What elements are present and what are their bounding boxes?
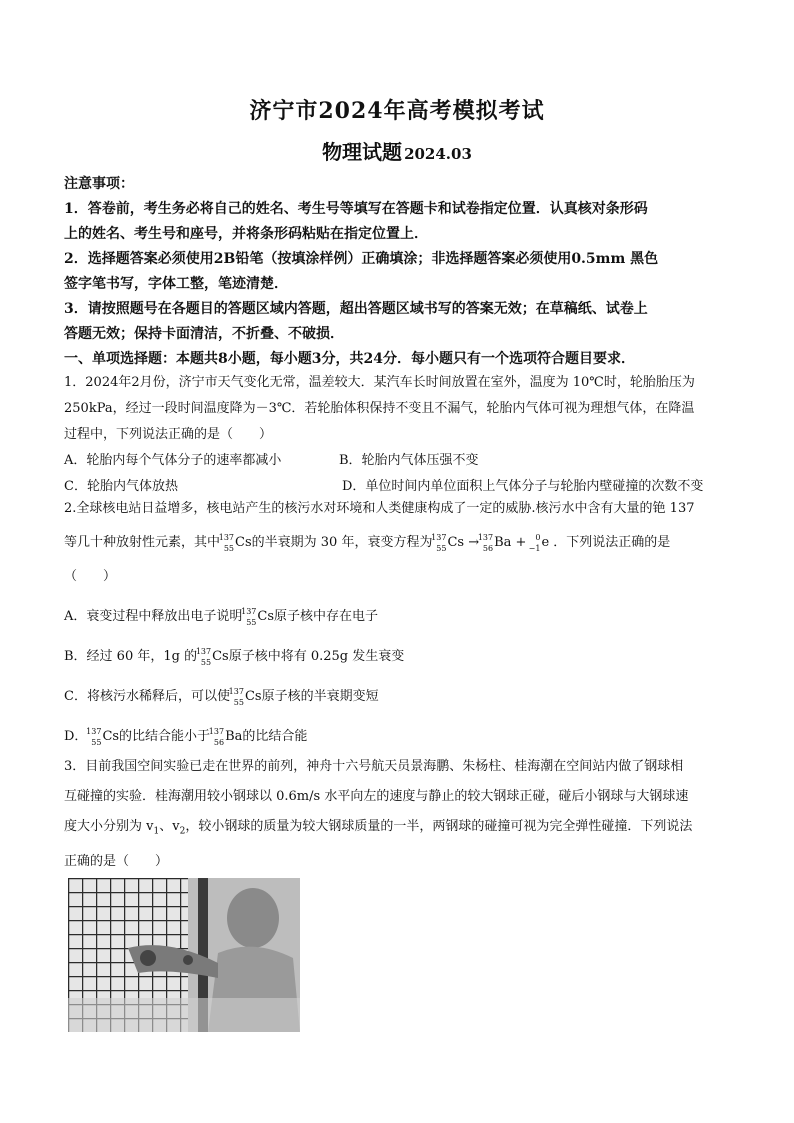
q3-stem-line-1: 3．目前我国空间实验已走在世界的前列，神舟十六号航天员景海鹏、朱杨柱、桂海潮在空间站内做了钢球相 [64,759,684,774]
notes-section [64,172,740,372]
ba137-nuclide: 137 56 [208,726,225,747]
exam-date: 2024.03 [404,145,472,163]
q1-option-a: A．轮胎内每个气体分子的速率都减小 [64,453,282,468]
ba137-nuclide: 137 56 [477,532,494,553]
question-1 [64,370,740,500]
exam-subtitle [0,136,794,165]
note-3-line-1: 3．请按照题号在各题目的答题区域内答题，超出答题区域书写的答案无效；在草稿纸、试卷上 [64,301,648,317]
q1-stem-line-3: 过程中，下列说法正确的是（ ） [64,427,273,442]
note-2-line-2: 签字笔书写，字体工整，笔迹清楚． [64,276,288,292]
note-1-line-1: 1．答卷前，考生务必将自己的姓名、考生号等填写在答题卡和试卷指定位置．认真核对条形码 [64,201,648,217]
q2-stem-line-3: （ ） [64,569,117,584]
q3-stem-line-3: 度大小分别为 $v_1$、$v_2$，较小钢球的质量为较大钢球质量的一半，两钢球的碰撞可视为完全弹性碰撞．下列说法 [64,819,693,837]
q1-option-c: C．轮胎内气体放热 [64,479,178,494]
q2-stem-line-2: 等几十种放射性元素，其中 137 55 Cs的半衰期为 30 年，衰变方程为 137 55 Cs → 137 56 Ba + 0 −1 e ．下列说法正确的是 [64,532,671,553]
exam-title: 济宁市2024年高考模拟考试 [249,98,545,124]
electron-symbol: 0 −1 [528,532,541,553]
notes-heading: 注意事项： [64,176,134,192]
q2-option-b: B．经过 60 年，1g 的 137 55 Cs原子核中将有 0.25g 发生衰变 [64,646,405,667]
astronaut-experiment-photo [68,878,300,1032]
cs137-nuclide: 137 55 [86,726,102,747]
q2-stem-line-1: 2.全球核电站日益增多，核电站产生的核污水对环境和人类健康构成了一定的威胁.核污水中含有大量的铯 137 [64,501,695,516]
q2-option-a: A．衰变过程中释放出电子说明 137 55 Cs原子核中存在电子 [64,606,379,627]
note-2-line-1: 2．选择题答案必须使用2B铅笔（按填涂样例）正确填涂；非选择题答案必须使用0.5mm 黑色 [64,251,659,267]
q1-options-row-1 [64,448,740,474]
subject-title: 物理试题 [322,140,403,164]
note-1-line-2: 上的姓名、考生号和座号，并将条形码粘贴在指定位置上． [64,226,428,242]
question-2 [64,496,740,750]
q3-stem-line-2: 互碰撞的实验．桂海潮用较小钢球以 0.6m/s 水平向左的速度与静止的较大钢球正碰，碰后小钢球与大钢球速 [64,789,689,804]
q1-option-d: D．单位时间内单位面积上气体分子与轮胎内壁碰撞的次数不变 [342,479,704,494]
q3-stem-line-4: 正确的是（ ） [64,853,169,869]
note-3-line-2: 答题无效；保持卡面清洁，不折叠、不破损． [64,326,344,342]
cs137-nuclide: 137 55 [431,532,447,553]
q1-option-b: B．轮胎内气体压强不变 [339,453,479,468]
cs137-nuclide: 137 55 [241,606,257,627]
q2-option-c: C．将核污水稀释后，可以使 137 55 Cs原子核的半衰期变短 [64,686,379,707]
q1-stem-line-2: 250kPa，经过一段时间温度降为－3℃．若轮胎体积保持不变且不漏气，轮胎内气体可视为理想气体，在降温 [64,401,695,416]
cs137-nuclide: 137 55 [228,686,244,707]
question-3 [64,752,740,877]
cs137-nuclide: 137 55 [195,646,212,667]
cs137-nuclide: 137 55 [218,532,235,553]
q2-option-d: D． 137 55 Cs的比结合能小于 137 56 Ba的比结合能 [64,726,308,747]
photo-illustration [68,878,300,1032]
q1-stem-line-1: 1．2024年2月份，济宁市天气变化无常，温差较大．某汽车长时间放置在室外，温度为 10℃时，轮胎胎压为 [64,375,695,390]
section-1-heading: 一、单项选择题：本题共8小题，每小题3分，共24分．每小题只有一个选项符合题目要求． [64,351,635,367]
